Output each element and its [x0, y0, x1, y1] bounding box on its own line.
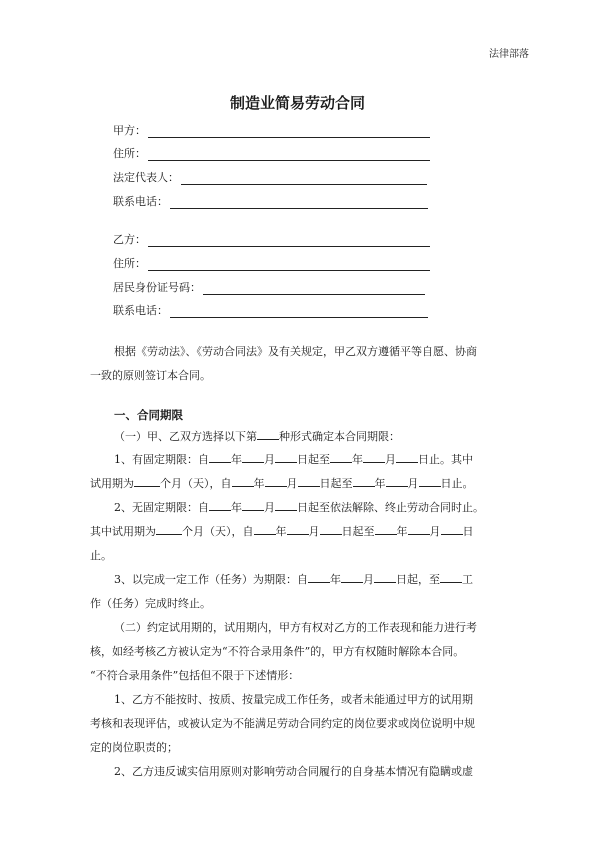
year-unit: 年: [231, 453, 242, 466]
nonfixed-term-line-3: 止。: [90, 549, 112, 562]
probation-para-line-3: “不符合录用条件”包括但不限于下述情形：: [90, 669, 300, 682]
preamble-line-1: 根据《劳动法》、《劳动合同法》及有关规定，甲乙双方遵循平等自愿、协商: [114, 345, 477, 358]
task-start-year-blank[interactable]: [308, 571, 330, 583]
fixed-prob-end-month-blank[interactable]: [386, 475, 408, 487]
fixed-start-day-blank[interactable]: [275, 451, 297, 463]
fixed-term-label: 1、有固定期限：自: [114, 453, 209, 466]
nonfixed-prob-end-month-blank[interactable]: [408, 523, 430, 535]
year-unit: 年: [374, 477, 386, 490]
section-1-intro: [90, 428, 530, 444]
condition-1-line-3: 定的岗位职责的；: [90, 741, 178, 754]
task-start-day-blank[interactable]: [374, 571, 396, 583]
party-a-address-label: 住所：: [113, 147, 146, 160]
form-choice-blank[interactable]: [257, 428, 279, 440]
month-unit: 月: [429, 525, 441, 538]
fixed-end-day-blank[interactable]: [396, 451, 418, 463]
intro-text-a: （一）甲、乙双方选择以下第: [114, 430, 257, 443]
party-b-id-field[interactable]: [113, 279, 425, 295]
year-unit: 年: [352, 453, 363, 466]
party-a-name-blank[interactable]: [148, 125, 430, 138]
section-1-heading: 一、合同期限: [114, 408, 183, 422]
task-term-line-2: 作（任务）完成时终止。: [90, 597, 211, 610]
task-start-month-blank[interactable]: [341, 571, 363, 583]
until-text: 日止。其中: [418, 453, 473, 466]
month-unit: 月: [308, 525, 320, 538]
party-b-phone-label: 联系电话：: [113, 304, 168, 317]
party-b-id-label: 居民身份证号码：: [113, 281, 201, 294]
months-text: 个月（天），自: [182, 525, 254, 538]
fixed-prob-end-year-blank[interactable]: [353, 475, 375, 487]
fixed-end-year-blank[interactable]: [330, 451, 352, 463]
party-b-name-label: 乙方：: [113, 233, 146, 246]
year-unit: 年: [396, 525, 408, 538]
party-b-id-blank[interactable]: [203, 282, 425, 295]
party-b-name-blank[interactable]: [148, 234, 430, 247]
nonfixed-probation-label: 其中试用期为: [90, 525, 156, 538]
party-b-phone-blank[interactable]: [170, 305, 428, 318]
task-name-blank[interactable]: [440, 571, 462, 583]
year-unit: 年: [231, 501, 242, 514]
party-b-phone-field[interactable]: [113, 302, 428, 318]
probation-label: 试用期为: [90, 477, 134, 490]
year-unit: 年: [275, 525, 287, 538]
fixed-term-line-2: [90, 475, 506, 491]
fixed-prob-start-month-blank[interactable]: [265, 475, 287, 487]
nonfixed-prob-start-day-blank[interactable]: [320, 523, 342, 535]
nonfixed-start-month-blank[interactable]: [242, 499, 264, 511]
fixed-start-month-blank[interactable]: [242, 451, 264, 463]
party-a-name-field[interactable]: [113, 122, 430, 138]
nonfixed-from-text: 日起至依法解除、终止劳动合同时止。: [297, 501, 484, 514]
month-unit: 月: [264, 453, 275, 466]
task-term-line-1: [90, 571, 530, 587]
fixed-prob-end-day-blank[interactable]: [419, 475, 441, 487]
nonfixed-start-year-blank[interactable]: [209, 499, 231, 511]
month-unit: 月: [385, 453, 396, 466]
year-unit: 年: [253, 477, 265, 490]
nonfixed-start-day-blank[interactable]: [275, 499, 297, 511]
nonfixed-term-line-1: [90, 499, 530, 515]
task-term-label: 3、以完成一定工作（任务）为期限：自: [114, 573, 308, 586]
end-text: 日止。: [440, 477, 474, 490]
party-a-phone-field[interactable]: [113, 193, 428, 209]
nonfixed-term-line-2: [90, 523, 506, 539]
probation-para-line-2: 核，如经考核乙方被认定为“不符合录用条件”的，甲方有权随时解除本合同。: [90, 645, 465, 658]
party-a-rep-blank[interactable]: [181, 172, 427, 185]
month-unit: 月: [286, 477, 298, 490]
fixed-end-month-blank[interactable]: [363, 451, 385, 463]
from-text: 日起至: [297, 453, 330, 466]
nonfixed-prob-start-month-blank[interactable]: [287, 523, 309, 535]
fixed-probation-months-blank[interactable]: [134, 475, 160, 487]
work-text: 工: [462, 573, 473, 586]
document-title: 制造业简易劳动合同: [229, 94, 365, 112]
header-source-label: 法律部落: [489, 49, 529, 60]
nonfixed-term-label: 2、无固定期限：自: [114, 501, 209, 514]
party-a-phone-label: 联系电话：: [113, 195, 168, 208]
day-unit: 日: [462, 525, 474, 538]
party-b-name-field[interactable]: [113, 231, 430, 247]
condition-1-line-1: 1、乙方不能按时、按质、按量完成工作任务，或者未能通过甲方的试用期: [114, 693, 473, 706]
party-a-rep-field[interactable]: [113, 169, 427, 185]
nonfixed-prob-end-year-blank[interactable]: [375, 523, 397, 535]
fixed-prob-start-day-blank[interactable]: [298, 475, 320, 487]
from-text: 日起至: [319, 477, 353, 490]
party-a-address-field[interactable]: [113, 145, 430, 161]
party-a-name-label: 甲方：: [113, 124, 146, 137]
year-unit: 年: [330, 573, 341, 586]
intro-text-b: 种形式确定本合同期限：: [279, 430, 400, 443]
nonfixed-prob-end-day-blank[interactable]: [441, 523, 463, 535]
from-text: 日起至: [341, 525, 375, 538]
fixed-start-year-blank[interactable]: [209, 451, 231, 463]
party-b-address-label: 住所：: [113, 257, 146, 270]
party-b-address-field[interactable]: [113, 255, 430, 271]
party-b-address-blank[interactable]: [148, 258, 430, 271]
party-a-phone-blank[interactable]: [170, 196, 428, 209]
party-a-rep-label: 法定代表人：: [113, 171, 179, 184]
month-unit: 月: [264, 501, 275, 514]
party-a-address-blank[interactable]: [148, 148, 430, 161]
fixed-term-line-1: [90, 451, 530, 467]
probation-para-line-1: （二）约定试用期的，试用期内，甲方有权对乙方的工作表现和能力进行考: [114, 621, 477, 634]
nonfixed-prob-start-year-blank[interactable]: [254, 523, 276, 535]
month-unit: 月: [363, 573, 374, 586]
nonfixed-probation-months-blank[interactable]: [156, 523, 182, 535]
preamble-line-2: 一致的原则签订本合同。: [90, 369, 211, 382]
condition-2-line-1: 2、乙方违反诚实信用原则对影响劳动合同履行的自身基本情况有隐瞒或虚: [114, 765, 473, 778]
months-text: 个月（天），自: [160, 477, 232, 490]
month-unit: 月: [407, 477, 419, 490]
fixed-prob-start-year-blank[interactable]: [232, 475, 254, 487]
condition-1-line-2: 考核和表现评估，或被认定为不能满足劳动合同约定的岗位要求或岗位说明中规: [90, 717, 475, 730]
from-text: 日起，至: [396, 573, 440, 586]
